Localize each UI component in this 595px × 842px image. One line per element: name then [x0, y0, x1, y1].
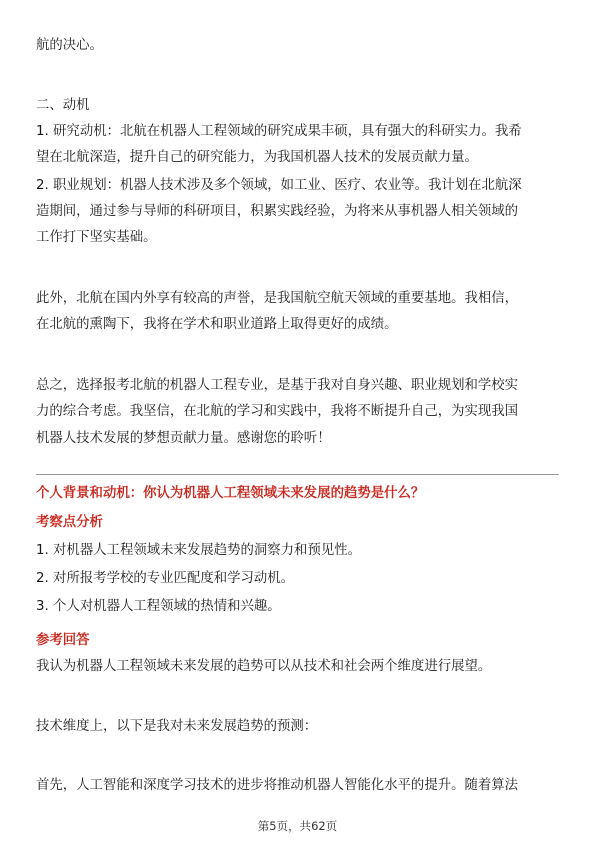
answer-line: 我认为机器人工程领域未来发展的趋势可以从技术和社会两个维度进行展望。 — [36, 659, 492, 674]
paragraph-line: 机器人技术发展的梦想贡献力量。感谢您的聆听！ — [36, 431, 331, 446]
paragraph-line: 力的综合考虑。我坚信，在北航的学习和实践中，我将不断提升自己，为实现我国 — [36, 404, 519, 419]
paragraph-line: 总之，选择报考北航的机器人工程专业，是基于我对自身兴趣、职业规划和学校实 — [36, 378, 519, 393]
paragraph-line: 望在北航深造，提升自己的研究能力，为我国机器人技术的发展贡献力量。 — [36, 150, 478, 165]
paragraph-line: 造期间，通过参与导师的科研项目，积累实践经验，为将来从事机器人相关领域的 — [36, 204, 519, 219]
paragraph-line: 此外，北航在国内外享有较高的声誉，是我国航空航天领域的重要基地。我相信， — [36, 291, 519, 306]
question-title: 个人背景和动机：你认为机器人工程领域未来发展的趋势是什么？ — [36, 486, 425, 501]
section-heading: 二、动机 — [36, 98, 90, 113]
paragraph-line: 1. 研究动机：北航在机器人工程领域的研究成果丰硕，具有强大的科研实力。我希 — [36, 124, 522, 139]
analysis-heading: 考察点分析 — [36, 515, 103, 530]
paragraph-line: 航的决心。 — [36, 38, 103, 53]
page-footer: 第5页，共62页 — [257, 819, 338, 833]
analysis-item: 3. 个人对机器人工程领域的热情和兴趣。 — [36, 599, 281, 614]
answer-line: 技术维度上，以下是我对未来发展趋势的预测： — [36, 719, 318, 734]
paragraph-line: 在北航的熏陶下，我将在学术和职业道路上取得更好的成绩。 — [36, 317, 398, 332]
paragraph-line: 工作打下坚实基础。 — [36, 230, 157, 245]
section-divider — [36, 474, 559, 475]
answer-heading: 参考回答 — [36, 633, 90, 648]
analysis-item: 1. 对机器人工程领域未来发展趋势的洞察力和预见性。 — [36, 543, 362, 558]
paragraph-line: 2. 职业规划：机器人技术涉及多个领域，如工业、医疗、农业等。我计划在北航深 — [36, 178, 522, 193]
analysis-item: 2. 对所报考学校的专业匹配度和学习动机。 — [36, 571, 295, 586]
answer-line: 首先，人工智能和深度学习技术的进步将推动机器人智能化水平的提升。随着算法 — [36, 778, 519, 793]
